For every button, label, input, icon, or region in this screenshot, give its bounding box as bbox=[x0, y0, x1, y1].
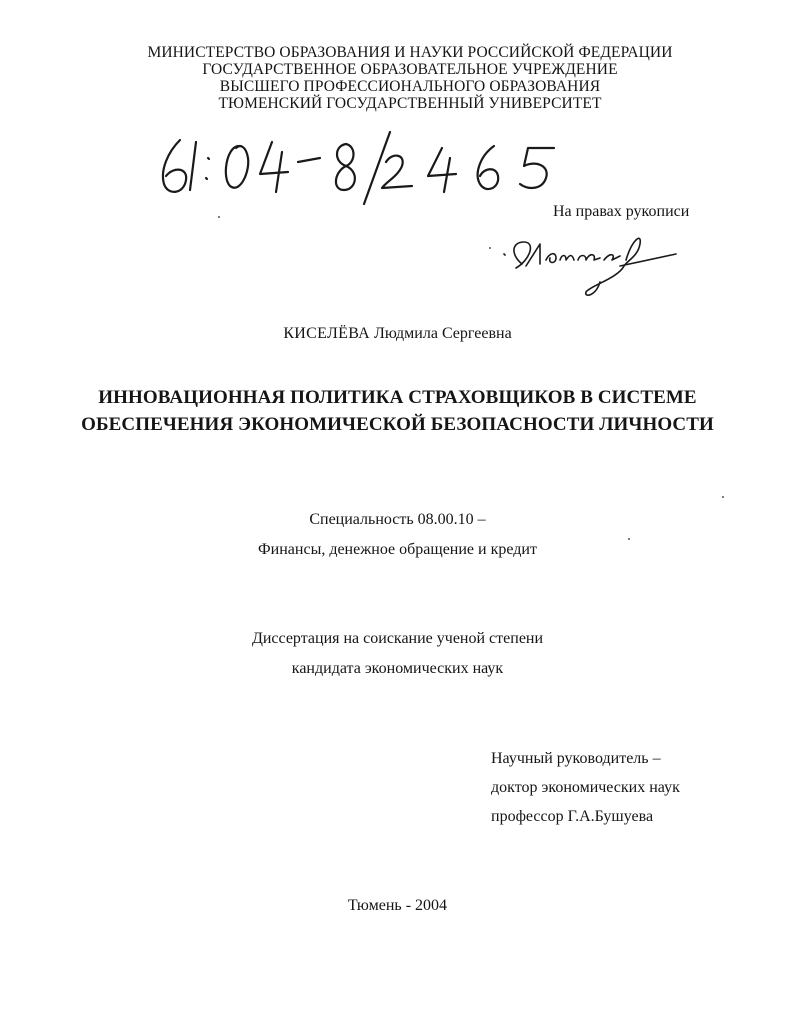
supervisor-degree: доктор экономических наук bbox=[491, 779, 680, 796]
specialty-name: Финансы, денежное обращение и кредит bbox=[258, 541, 537, 558]
scan-speck bbox=[489, 247, 491, 249]
scan-speck bbox=[218, 216, 220, 218]
specialty-code: Специальность 08.00.10 – bbox=[309, 511, 486, 528]
degree-block bbox=[0, 624, 795, 684]
scan-speck bbox=[628, 538, 630, 540]
ministry-header bbox=[100, 44, 720, 112]
author-signature bbox=[500, 230, 680, 302]
scan-speck bbox=[722, 496, 724, 498]
supervisor-role: Научный руководитель – bbox=[491, 750, 661, 767]
title-line-2: ОБЕСПЕЧЕНИЯ ЭКОНОМИЧЕСКОЙ БЕЗОПАСНОСТИ ЛИЧНОСТИ bbox=[81, 414, 714, 435]
author-given-names: Людмила Сергеевна bbox=[374, 325, 512, 342]
dissertation-title bbox=[0, 384, 795, 438]
handwritten-catalog-number bbox=[150, 118, 570, 208]
header-line-university: ТЮМЕНСКИЙ ГОСУДАРСТВЕННЫЙ УНИВЕРСИТЕТ bbox=[218, 95, 602, 112]
specialty-block bbox=[0, 505, 795, 565]
header-line-education-level: ВЫСШЕГО ПРОФЕССИОНАЛЬНОГО ОБРАЗОВАНИЯ bbox=[219, 78, 601, 95]
author-surname: КИСЕЛЁВА bbox=[283, 325, 371, 342]
header-line-ministry: МИНИСТЕРСТВО ОБРАЗОВАНИЯ И НАУКИ РОССИЙСКОЙ ФЕДЕРАЦИИ bbox=[147, 44, 673, 61]
author-name bbox=[0, 325, 795, 343]
supervisor-block bbox=[491, 744, 680, 831]
title-line-1: ИННОВАЦИОННАЯ ПОЛИТИКА СТРАХОВЩИКОВ В СИСТЕМЕ bbox=[98, 387, 697, 408]
degree-line-1: Диссертация на соискание ученой степени bbox=[251, 630, 544, 647]
place-and-year: Тюмень - 2004 bbox=[347, 897, 448, 914]
supervisor-name: профессор Г.А.Бушуева bbox=[491, 808, 654, 825]
header-line-institution-type: ГОСУДАРСТВЕННОЕ ОБРАЗОВАТЕЛЬНОЕ УЧРЕЖДЕНИЕ bbox=[202, 61, 618, 78]
degree-line-2: кандидата экономических наук bbox=[291, 660, 504, 677]
manuscript-rights-note: На правах рукописи bbox=[553, 203, 690, 220]
